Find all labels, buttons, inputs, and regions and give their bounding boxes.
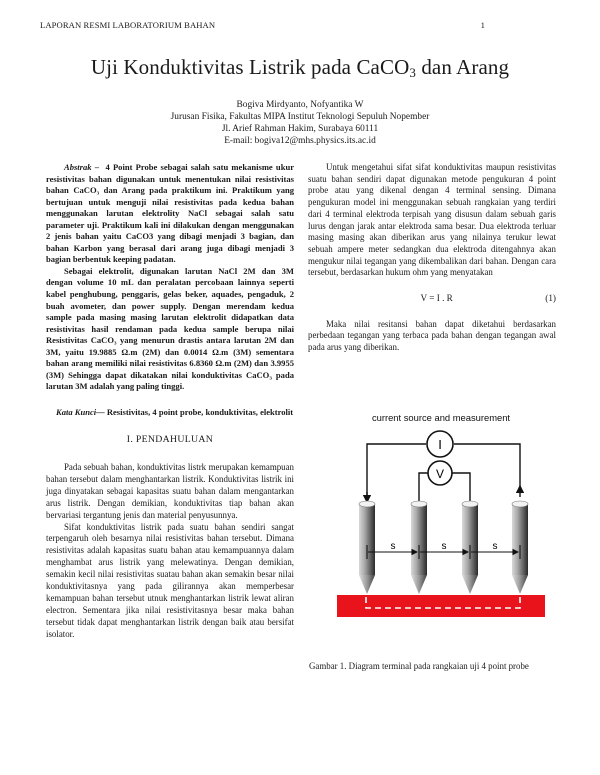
voltmeter-symbol: V: [435, 467, 445, 481]
equation-number: (1): [545, 293, 556, 304]
keywords-text: — Resistivitas, 4 point probe, konduktivitas, elektrolit: [96, 406, 294, 417]
running-header: [40, 20, 485, 30]
spacing-label-1: s: [390, 541, 396, 552]
keywords-label: Kata Kunci: [56, 406, 97, 417]
author-affiliation: Jurusan Fisika, Fakultas MIPA Institut Teknologi Sepuluh Nopember: [170, 112, 430, 123]
abstract-paragraph-1: [46, 162, 294, 266]
keywords: [46, 407, 294, 419]
paper-title: [0, 55, 600, 80]
author-email[interactable]: E-mail: bogiva12@mhs.physics.its.ac.id: [224, 136, 376, 147]
author-block: [0, 99, 600, 147]
abstract-text-1: 4 Point Probe sebagai salah satu mekanisme ukur resistivitas bahan digunakan untuk menentukan nilai resistivitas bahan CaCO₃ dan Arang pada praktikum ini. Praktikum yang bertujuan untuk menguji nilai resistivitas pada kedua bahan menggunakan larutan elektrolity NaCl sebagai salah satu parameter uji. Praktikum kali ini dilakukan dengan menggunakan 2 jenis bahan yaitu CaCO3 yang dibagi menjadi 3 bagian, dan bahan Karbon yang berasal dari arang juga dibagi menjadi 3 bagian berbentuk keeping padatan.: [46, 162, 294, 265]
voltmeter: [428, 461, 452, 485]
equation-text: V = I . R: [420, 293, 453, 304]
figure-label: current source and measurement: [371, 412, 511, 423]
running-title: LAPORAN RESMI LABORATORIUM BAHAN: [40, 20, 216, 30]
four-point-probe-figure: [330, 412, 580, 642]
spacing-label-3: s: [492, 541, 498, 552]
title-text: Uji Konduktivitas Listrik pada CaCO: [90, 55, 410, 79]
abstract-paragraph-2: Sebagai elektrolit, digunakan larutan NaCl 2M dan 3M dengan volume 10 mL dan peralatan percobaan lainnya seperti kabel penghubung, penggaris, gelas beker, aquades, pengaduk, 2 buah avometer, dan power supply. Dengan merendam kedua sample pada masing masing larutan elektrolit didapatkan data resistivitas hasil rendaman pada kedua sample berupa nilai Resistivitas CaCO₃ yang menurun drastis antara larutan 2M dan 3M, yaitu 19.9885 Ω.m (2M) dan 0.0014 Ω.m (3M) sementara bahan arang memiliki nilai resistivitas 6.8360 Ω.m (2M) dan 3.9955 (3M) Sehingga dapat dikatakan nilai konduktivitas CaCO₃ pada larutan 3M adalah yang paling tinggi.: [46, 265, 294, 392]
abstract-label: Abstrak: [64, 162, 92, 172]
ammeter: [427, 431, 453, 457]
intro-paragraph-1: Pada sebuah bahan, konduktivitas listrk merupakan kemampuan bahan tersebut dalam menghantarkan listrik. Konduktivitas listrik ini juga dinyatakan sebagai kapasitas suatu bahan dalam mengantarkan arus listrik. Dengan demikian, konduktivitas tiap bahan akan bervariasi tergantung jenis dan material penyusunnya.: [46, 462, 294, 520]
title-tail: dan Arang: [415, 55, 510, 79]
resistance-paragraph: Maka nilai resitansi bahan dapat diketahui berdasarkan perbedaan tegangan yang terbaca pada bahan dengan tegangan awal pada arus yang diberikan.: [308, 318, 556, 353]
abstract-dash: –: [91, 162, 106, 172]
left-column: [46, 162, 294, 641]
author-address: Jl. Arief Rahman Hakim, Surabaya 60111: [221, 124, 379, 135]
section-heading-pendahuluan: I. PENDAHULUAN: [126, 434, 214, 446]
probe-diagram: [330, 412, 580, 642]
sample-bar: [337, 595, 545, 617]
ammeter-symbol: I: [438, 437, 442, 452]
right-column: [308, 162, 556, 354]
figure-caption: Gambar 1. Diagram terminal pada rangkaian uji 4 point probe: [309, 661, 529, 671]
page-number: 1: [480, 20, 485, 30]
author-names: Bogiva Mirdyanto, Nofyantika W: [236, 100, 364, 110]
spacing-label-2: s: [441, 541, 447, 552]
method-paragraph: Untuk mengetahui sifat sifat konduktivitas maupun resistivitas suatu bahan sendiri dapat digunakan metode pengukuran 4 point probe atau yang dikenal dengan 4 terminal sensing. Dimana pengukuran model ini menggunakan sebuah rangkaian yang terdiri dari 4 terminal elektroda terpisah yang disusun dalam sebuah garis lurus dengan jarak antar elektroda sama besar. Dua elektroda terluar masing masing akan diberikan arus yang nilainya terukur lewat sebuah ampere meter sedangkan dua elektroda ditengahnya akan mengukur nilai tegangan yang dikembalikan dari bahan. Dengan cara tersebut, berdasarkan hukum ohm yang menyatakan: [308, 162, 556, 278]
equation-ohm: [308, 293, 556, 305]
title-subscript: 3: [409, 65, 416, 80]
intro-paragraph-2: Sifat konduktivitas listrik pada suatu bahan sendiri sangat terpengaruh oleh besarnya nilai resistivitas bahan tersebut. Dimana resistivitas adalah kapasitas suatu bahan atau kemampuannya dalam menghambat arus listrik yang melewatinya. Dengan demikian, semakin kecil nilai resistivitas suatau bahan akan semakin besar nilai konduktivitasnya yang pada gilirannya akan memperbesar kemampuan bahan tersebut utnuk menghantarkan listrik lewat aliran electron. Sementara jika nilai resistivitasnya besar maka bahan tersebut tidak dapat menghantarkan listrik dengan baik atau bersifat isolator.: [46, 521, 294, 639]
